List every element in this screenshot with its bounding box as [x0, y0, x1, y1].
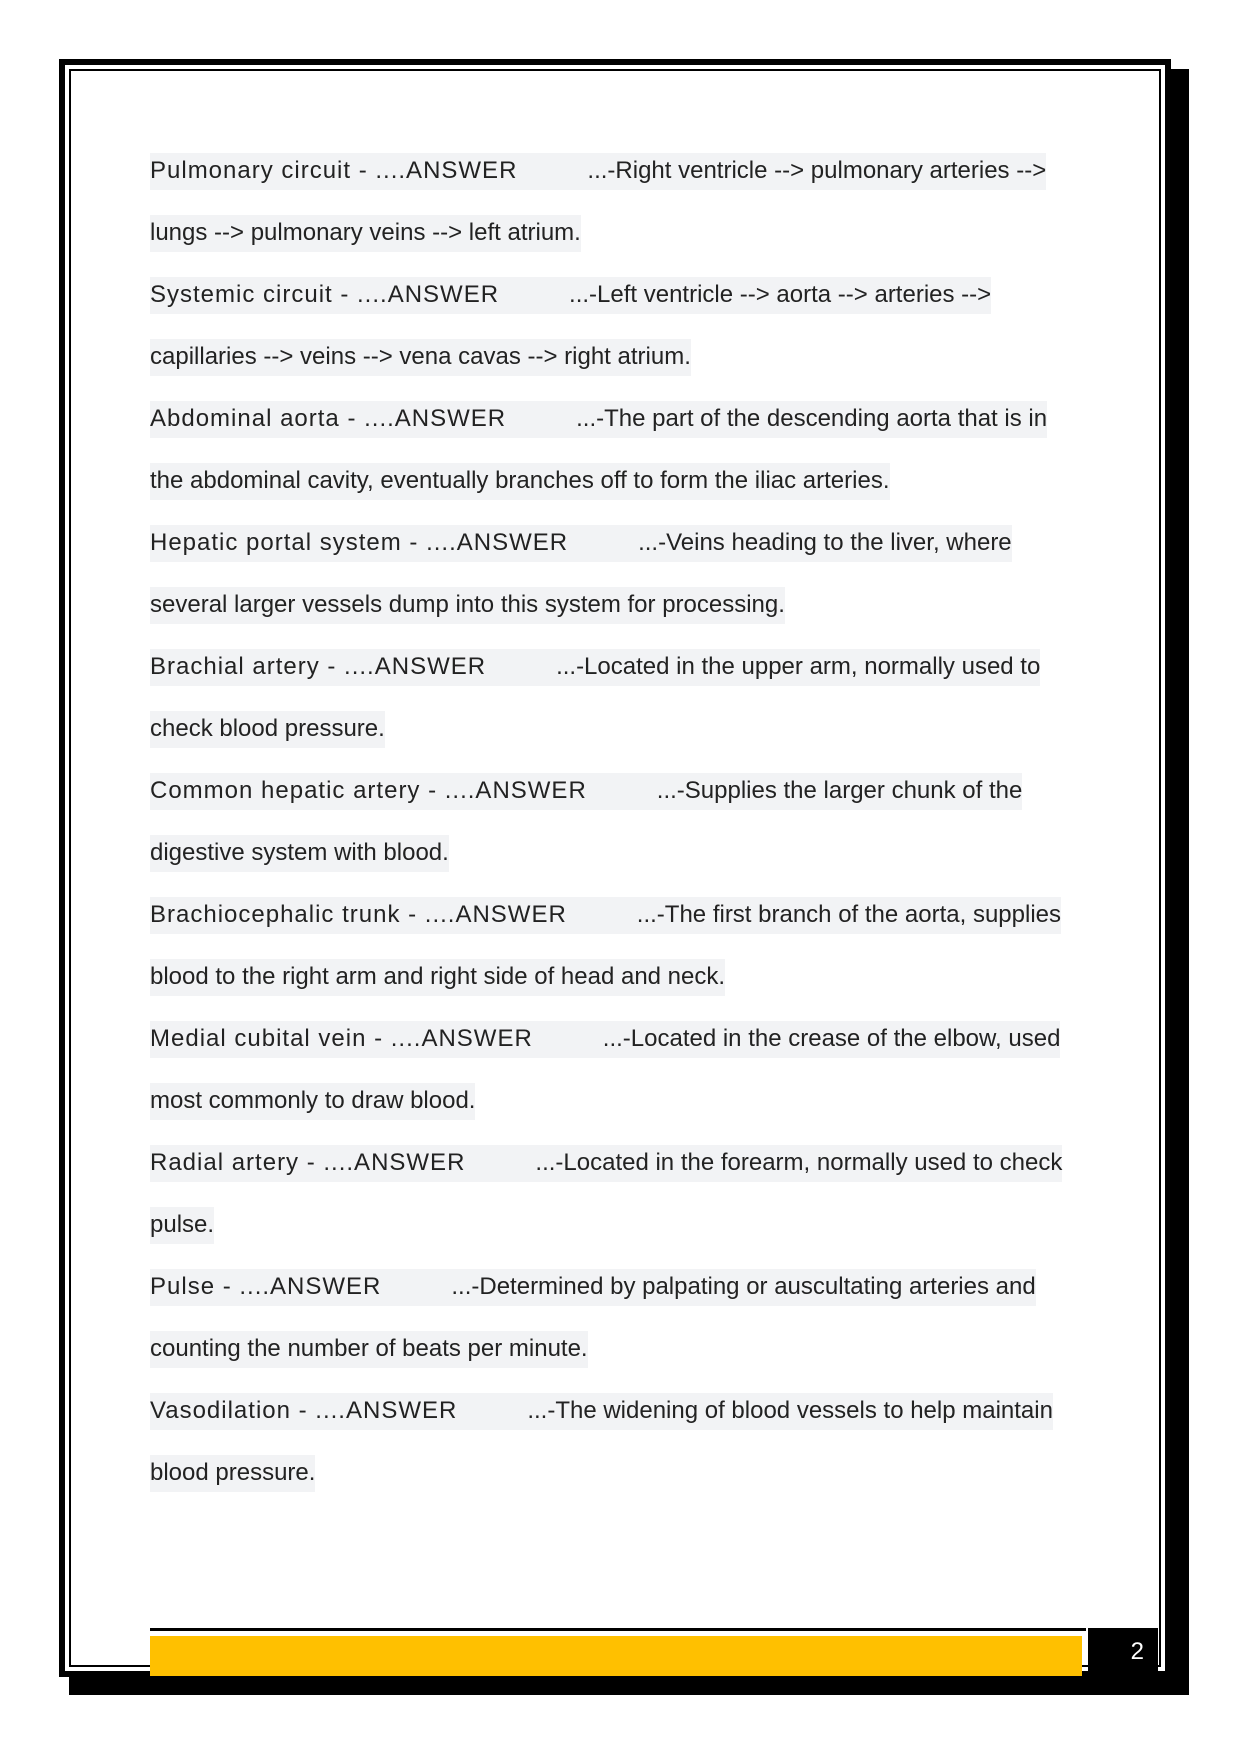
answer-text: ...-Determined by palpating or auscultating arteries and [451, 1273, 1036, 1300]
term-label: Brachial artery - ....ANSWER [150, 653, 487, 680]
entry-first-line [150, 636, 1090, 698]
answer-continuation: digestive system with blood. [150, 835, 449, 872]
entry-second-line [150, 1318, 1090, 1380]
page-number: 2 [1088, 1628, 1158, 1676]
answer-continuation: counting the number of beats per minute. [150, 1331, 588, 1368]
entry-first-line [150, 1008, 1090, 1070]
entry-second-line [150, 202, 1090, 264]
entry-first-line [150, 140, 1090, 202]
list-item [150, 388, 1090, 512]
answer-continuation: most commonly to draw blood. [150, 1083, 475, 1120]
list-item [150, 1380, 1090, 1504]
entry-second-line [150, 698, 1090, 760]
term-label: Hepatic portal system - ....ANSWER [150, 529, 569, 556]
answer-text: ...-Veins heading to the liver, where [638, 529, 1012, 556]
entry-first-line [150, 388, 1090, 450]
term-label: Vasodilation - ....ANSWER [150, 1397, 458, 1424]
list-item [150, 884, 1090, 1008]
flashcard-list [150, 140, 1090, 1504]
answer-text: ...-Left ventricle --> aorta --> arteries --> [569, 281, 992, 308]
list-item [150, 264, 1090, 388]
answer-text: ...-The part of the descending aorta that is in [576, 405, 1048, 432]
entry-first-line [150, 1256, 1090, 1318]
entry-first-line [150, 1380, 1090, 1442]
term-label: Pulse - ....ANSWER [150, 1273, 382, 1300]
answer-continuation: blood pressure. [150, 1455, 315, 1492]
entry-second-line [150, 1070, 1090, 1132]
term-label: Medial cubital vein - ....ANSWER [150, 1025, 533, 1052]
answer-continuation: several larger vessels dump into this system for processing. [150, 587, 785, 624]
entry-second-line [150, 822, 1090, 884]
entry-second-line [150, 574, 1090, 636]
term-label: Brachiocephalic trunk - ....ANSWER [150, 901, 567, 928]
entry-second-line [150, 326, 1090, 388]
answer-text: ...-Located in the upper arm, normally used to [556, 653, 1041, 680]
list-item [150, 512, 1090, 636]
answer-continuation: lungs --> pulmonary veins --> left atrium. [150, 215, 581, 252]
list-item [150, 1008, 1090, 1132]
answer-text: ...-Located in the forearm, normally used to check [535, 1149, 1063, 1176]
answer-continuation: the abdominal cavity, eventually branches off to form the iliac arteries. [150, 463, 890, 500]
entry-first-line [150, 1132, 1090, 1194]
term-label: Abdominal aorta - ....ANSWER [150, 405, 507, 432]
list-item [150, 636, 1090, 760]
list-item [150, 1256, 1090, 1380]
answer-continuation: check blood pressure. [150, 711, 385, 748]
answer-continuation: blood to the right arm and right side of head and neck. [150, 959, 725, 996]
footer-divider [150, 1628, 1086, 1631]
term-label: Radial artery - ....ANSWER [150, 1149, 466, 1176]
entry-second-line [150, 1442, 1090, 1504]
entry-second-line [150, 450, 1090, 512]
answer-text: ...-Located in the crease of the elbow, used [602, 1025, 1061, 1052]
list-item [150, 1132, 1090, 1256]
answer-text: ...-Supplies the larger chunk of the [656, 777, 1023, 804]
footer-accent-bar [150, 1636, 1082, 1676]
answer-continuation: capillaries --> veins --> vena cavas --> right atrium. [150, 339, 691, 376]
answer-text: ...-Right ventricle --> pulmonary arteries --> [587, 157, 1047, 184]
answer-continuation: pulse. [150, 1207, 214, 1244]
entry-second-line [150, 1194, 1090, 1256]
answer-text: ...-The first branch of the aorta, supplies [636, 901, 1062, 928]
term-label: Systemic circuit - ....ANSWER [150, 281, 500, 308]
entry-first-line [150, 264, 1090, 326]
entry-second-line [150, 946, 1090, 1008]
list-item [150, 760, 1090, 884]
answer-text: ...-The widening of blood vessels to help maintain [527, 1397, 1053, 1424]
list-item [150, 140, 1090, 264]
term-label: Pulmonary circuit - ....ANSWER [150, 157, 518, 184]
entry-first-line [150, 760, 1090, 822]
term-label: Common hepatic artery - ....ANSWER [150, 777, 587, 804]
entry-first-line [150, 512, 1090, 574]
entry-first-line [150, 884, 1090, 946]
